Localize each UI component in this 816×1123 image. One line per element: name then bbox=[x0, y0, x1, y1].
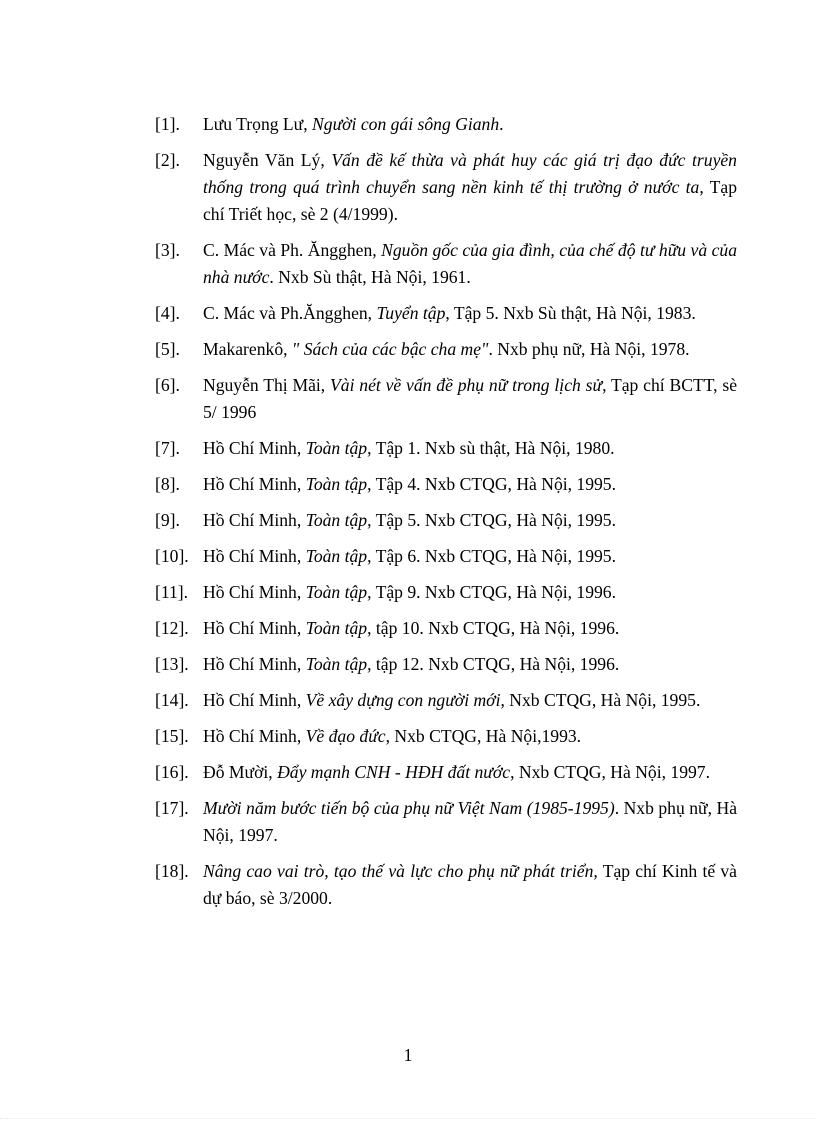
reference-item bbox=[155, 651, 737, 678]
reference-list bbox=[155, 111, 737, 921]
reference-number: [11]. bbox=[155, 582, 189, 602]
reference-text bbox=[203, 759, 737, 786]
reference-item bbox=[155, 372, 737, 426]
reference-text bbox=[203, 471, 737, 498]
reference-number: [8]. bbox=[155, 474, 180, 494]
reference-text bbox=[203, 543, 737, 570]
reference-segment: , Nxb CTQG, Hà Nội, 1997. bbox=[510, 762, 710, 782]
reference-segment: Hồ Chí Minh, bbox=[203, 438, 306, 458]
reference-item bbox=[155, 507, 737, 534]
reference-text bbox=[203, 651, 737, 678]
reference-segment: , Tập 1. Nxb sù thật, Hà Nội, 1980. bbox=[367, 438, 615, 458]
reference-title: Vài nét về vấn đề phụ nữ trong lịch sử bbox=[330, 375, 603, 395]
reference-title: Mười năm bước tiến bộ của phụ nữ Việt Nam (1985-1995) bbox=[203, 798, 615, 818]
reference-segment: Hồ Chí Minh, bbox=[203, 654, 306, 674]
reference-title: Toàn tập bbox=[305, 546, 368, 566]
reference-segment: , tập 12. Nxb CTQG, Hà Nội, 1996. bbox=[367, 654, 620, 674]
reference-text bbox=[203, 507, 737, 534]
reference-segment: , Nxb CTQG, Hà Nội, 1995. bbox=[500, 690, 701, 710]
reference-item bbox=[155, 471, 737, 498]
reference-number: [4]. bbox=[155, 303, 180, 323]
reference-title: Toàn tập bbox=[305, 618, 368, 638]
reference-segment: , Tạp chí Triết học, sè 2 (4/1999). bbox=[203, 177, 737, 224]
reference-text bbox=[203, 372, 737, 426]
reference-segment: Hồ Chí Minh, bbox=[203, 474, 306, 494]
reference-title: Về đạo đức bbox=[305, 726, 386, 746]
reference-segment: Hồ Chí Minh, bbox=[203, 690, 306, 710]
reference-number: [17]. bbox=[155, 798, 189, 818]
reference-item bbox=[155, 111, 737, 138]
reference-text bbox=[203, 111, 737, 138]
reference-item bbox=[155, 543, 737, 570]
reference-number: [7]. bbox=[155, 438, 180, 458]
reference-segment: , Tập 6. Nxb CTQG, Hà Nội, 1995. bbox=[367, 546, 617, 566]
reference-title: Toàn tập bbox=[305, 438, 368, 458]
reference-item bbox=[155, 759, 737, 786]
reference-title: , Nguồn gốc của gia đình, của chế độ tư hữu và của nhà nước bbox=[203, 240, 737, 287]
reference-title: Toàn tập bbox=[305, 654, 368, 674]
reference-segment: Hồ Chí Minh, bbox=[203, 510, 306, 530]
reference-item bbox=[155, 147, 737, 228]
reference-segment: C. Mác và Ph. Ăngghen bbox=[203, 240, 373, 260]
reference-number: [9]. bbox=[155, 510, 180, 530]
reference-segment: Nguyễn Thị Mãi, bbox=[203, 375, 331, 395]
page-edge-divider bbox=[0, 1118, 816, 1119]
reference-text bbox=[203, 237, 737, 291]
reference-segment: Hồ Chí Minh, bbox=[203, 546, 306, 566]
reference-title: Toàn tập bbox=[305, 510, 368, 530]
reference-segment: . bbox=[499, 114, 504, 134]
reference-segment: . Nxb phụ nữ, Hà Nội, 1997. bbox=[203, 798, 737, 845]
reference-item bbox=[155, 858, 737, 912]
reference-title: " Sách của các bậc cha mẹ" bbox=[291, 339, 489, 359]
reference-number: [2]. bbox=[155, 150, 180, 170]
reference-segment: , Tập 9. Nxb CTQG, Hà Nội, 1996. bbox=[367, 582, 617, 602]
reference-item bbox=[155, 300, 737, 327]
reference-segment: , Tạp chí BCTT, sè 5/ 1996 bbox=[203, 375, 738, 422]
reference-text bbox=[203, 435, 737, 462]
reference-segment: Hồ Chí Minh, bbox=[203, 582, 306, 602]
reference-item bbox=[155, 237, 737, 291]
reference-number: [12]. bbox=[155, 618, 189, 638]
reference-number: [18]. bbox=[155, 861, 189, 881]
reference-title: Toàn tập bbox=[305, 474, 368, 494]
reference-text bbox=[203, 300, 737, 327]
reference-number: [10]. bbox=[155, 546, 189, 566]
reference-segment: Nguyễn Văn Lý, bbox=[203, 150, 332, 170]
reference-item bbox=[155, 579, 737, 606]
reference-text bbox=[203, 147, 737, 228]
reference-item bbox=[155, 435, 737, 462]
reference-title: Toàn tập bbox=[305, 582, 368, 602]
reference-text bbox=[203, 336, 737, 363]
reference-title: Đẩy mạnh CNH - HĐH đất nước bbox=[277, 762, 511, 782]
reference-item bbox=[155, 615, 737, 642]
reference-title: Tuyển tập bbox=[376, 303, 446, 323]
reference-number: [15]. bbox=[155, 726, 189, 746]
reference-text bbox=[203, 723, 737, 750]
reference-segment: Đỗ Mười, bbox=[203, 762, 278, 782]
reference-number: [16]. bbox=[155, 762, 189, 782]
reference-item bbox=[155, 723, 737, 750]
reference-text bbox=[203, 687, 737, 714]
reference-segment: Tạp chí Kinh tế và dự báo, sè 3/2000. bbox=[203, 861, 737, 908]
reference-segment: Hồ Chí Minh, bbox=[203, 618, 306, 638]
reference-number: [3]. bbox=[155, 240, 180, 260]
reference-number: [5]. bbox=[155, 339, 180, 359]
reference-text bbox=[203, 615, 737, 642]
reference-segment: Makarenkô, bbox=[203, 339, 292, 359]
reference-text bbox=[203, 579, 737, 606]
reference-segment: , Tập 4. Nxb CTQG, Hà Nội, 1995. bbox=[367, 474, 617, 494]
reference-segment: , tập 10. Nxb CTQG, Hà Nội, 1996. bbox=[367, 618, 620, 638]
reference-item bbox=[155, 336, 737, 363]
reference-segment: , Nxb CTQG, Hà Nội,1993. bbox=[385, 726, 582, 746]
reference-item bbox=[155, 795, 737, 849]
reference-title: Vấn đề kế thừa và phát huy các giá trị đạo đức truyền thống trong quá trình chuyển sang nền kinh tế thị trường ở nước ta bbox=[203, 150, 737, 197]
reference-title: Về xây dựng con người mới bbox=[305, 690, 501, 710]
reference-segment: . Nxb Sù thật, Hà Nội, 1961. bbox=[269, 267, 471, 287]
reference-segment: , Tập 5. Nxb Sù thật, Hà Nội, 1983. bbox=[445, 303, 696, 323]
reference-segment: Hồ Chí Minh, bbox=[203, 726, 306, 746]
reference-segment: . Nxb phụ nữ, Hà Nội, 1978. bbox=[488, 339, 690, 359]
reference-number: [1]. bbox=[155, 114, 180, 134]
reference-number: [14]. bbox=[155, 690, 189, 710]
reference-text bbox=[203, 858, 737, 912]
reference-item bbox=[155, 687, 737, 714]
reference-title: Người con gái sông Gianh bbox=[312, 114, 500, 134]
reference-number: [6]. bbox=[155, 375, 180, 395]
reference-text bbox=[203, 795, 737, 849]
reference-title: Nâng cao vai trò, tạo thế và lực cho phụ nữ phát triển, bbox=[203, 861, 598, 881]
reference-segment: Lưu Trọng Lư, bbox=[203, 114, 313, 134]
reference-segment: , Tập 5. Nxb CTQG, Hà Nội, 1995. bbox=[367, 510, 617, 530]
reference-number: [13]. bbox=[155, 654, 189, 674]
page-number: 1 bbox=[403, 1045, 413, 1065]
reference-segment: C. Mác và Ph.Ăngghen, bbox=[203, 303, 377, 323]
